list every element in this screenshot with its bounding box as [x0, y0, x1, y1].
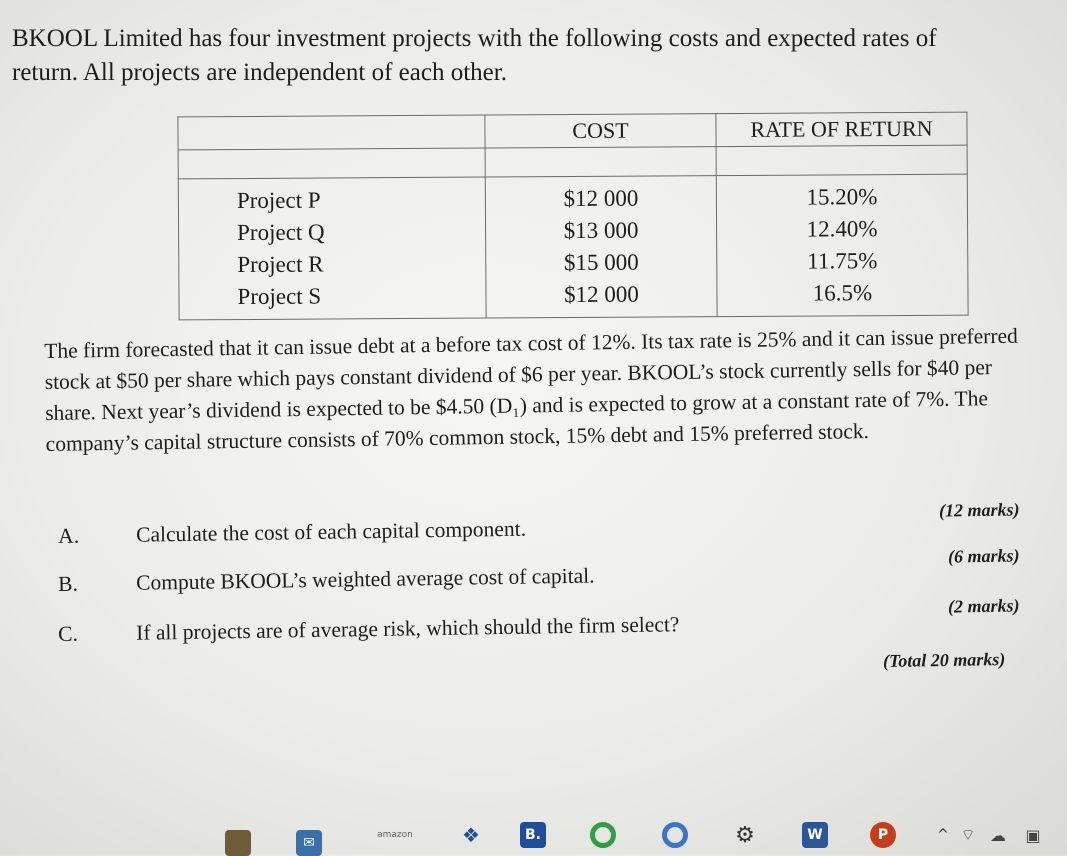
problem-paragraph: The firm forecasted that it can issue debt at a before tax cost of 12%. Its tax rate is 25% and it can issue preferred stock at $50 per share which pays constant dividend of $6 per year. BKOOL’s stock currently sells for $40 per share. Next year’s dividend is expected to be $4.50 (D₁) and is expected to grow at a constant rate of 7%. The company’s capital structure consists of 70% common stock, 15% debt and 15% preferred stock.: [44, 323, 1019, 456]
marks-a: (12 marks): [938, 499, 1020, 521]
cloud-icon[interactable]: ☁: [990, 825, 1006, 845]
question-text: If all projects are of average risk, which should the firm select?: [135, 612, 680, 645]
project-name: Project R: [237, 251, 324, 278]
project-name: Project Q: [237, 219, 325, 246]
settings-gear-icon[interactable]: ⚙: [735, 822, 755, 848]
project-cost: $13 000: [563, 217, 639, 244]
marks-b: (6 marks): [947, 545, 1020, 567]
taskbar: [0, 800, 1067, 854]
browser-icon[interactable]: [662, 822, 688, 848]
col-header-rate: RATE OF RETURN: [716, 112, 967, 147]
project-cost: $12 000: [563, 185, 639, 212]
dropbox-icon[interactable]: ❖: [462, 823, 480, 847]
question-text: Calculate the cost of each capital component.: [135, 516, 527, 547]
project-cost: $15 000: [563, 249, 639, 276]
col-header-cost: COST: [485, 114, 716, 148]
question-text: Compute BKOOL’s weighted average cost of capital.: [135, 563, 595, 595]
question-letter: A.: [58, 523, 80, 548]
project-name: Project S: [237, 283, 322, 310]
project-name: Project P: [236, 187, 321, 214]
question-letter: B.: [58, 571, 79, 596]
tray-icon[interactable]: ▣: [1025, 825, 1041, 845]
question-a: [58, 517, 526, 549]
marks-c: (2 marks): [947, 595, 1020, 617]
project-rate: 16.5%: [812, 280, 873, 306]
table-header-row: [178, 112, 967, 150]
question-b: [58, 564, 595, 597]
word-icon[interactable]: W: [802, 822, 828, 848]
amazon-icon[interactable]: amazon: [377, 830, 413, 840]
project-rate: 11.75%: [807, 248, 878, 274]
question-letter: C.: [58, 621, 79, 646]
project-rate: 12.40%: [806, 216, 878, 242]
total-marks: (Total 20 marks): [882, 649, 1006, 671]
chrome-icon[interactable]: [590, 822, 616, 848]
mail-icon[interactable]: ✉: [296, 830, 322, 856]
projects-table: [177, 112, 968, 321]
project-cost: $12 000: [564, 281, 639, 308]
table-row: [178, 174, 968, 320]
powerpoint-icon[interactable]: P: [870, 822, 896, 848]
intro-text: BKOOL Limited has four investment projects with the following costs and expected rates of return. All projects are independent of each other.: [12, 25, 937, 86]
b-app-icon[interactable]: B.: [520, 822, 546, 848]
question-c: [58, 612, 680, 647]
briefcase-icon[interactable]: [225, 830, 251, 856]
chevron-up-icon[interactable]: ^: [937, 827, 949, 843]
project-rate: 15.20%: [806, 184, 878, 210]
network-icon[interactable]: ⌔: [960, 825, 976, 844]
